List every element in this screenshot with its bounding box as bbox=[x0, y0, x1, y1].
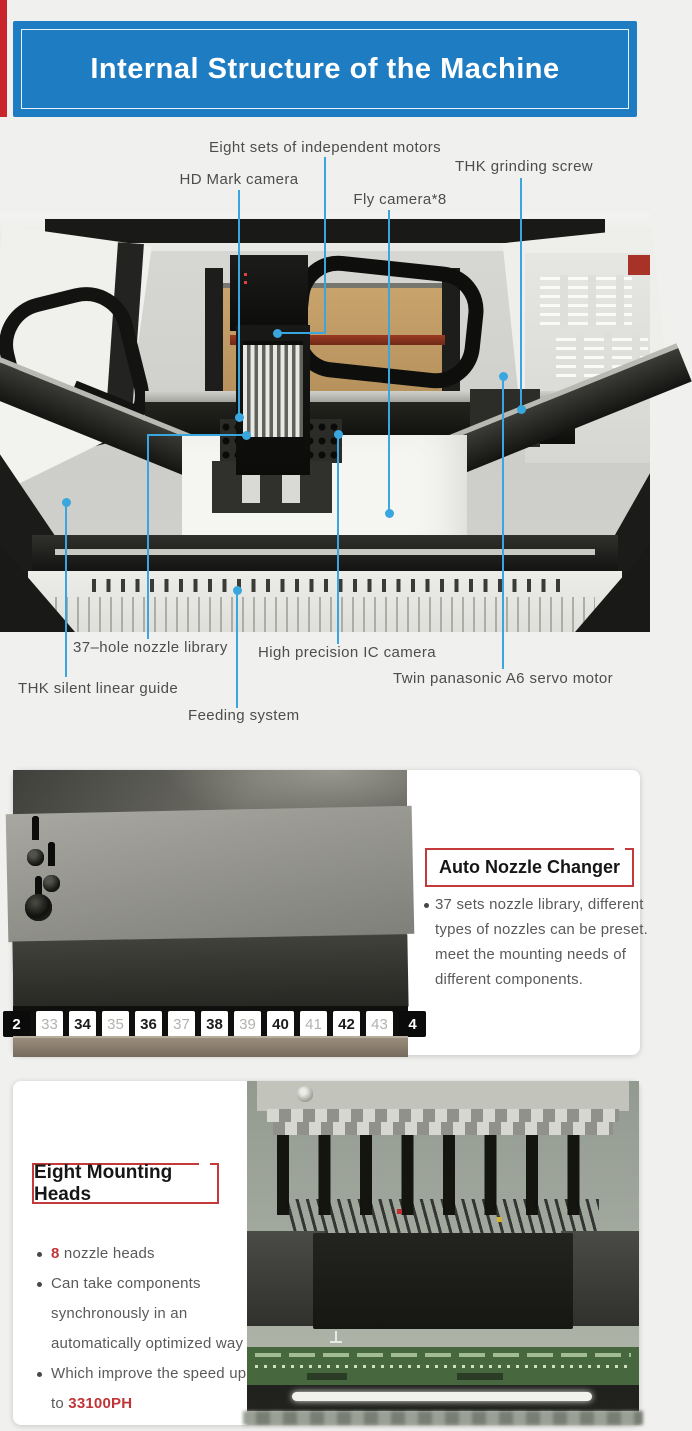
callout-line bbox=[324, 157, 326, 334]
bullet-line: 37 sets nozzle library, different bbox=[435, 896, 644, 913]
slot-number-tag: 36 bbox=[135, 1011, 162, 1037]
callout-line bbox=[148, 434, 247, 436]
page-title: Internal Structure of the Machine bbox=[90, 52, 560, 85]
callout-line bbox=[65, 502, 67, 677]
led-bar bbox=[292, 1392, 592, 1401]
bullet-dot bbox=[37, 1282, 42, 1287]
slot-number-tag: 39 bbox=[234, 1011, 261, 1037]
nozzle-library-photo bbox=[12, 770, 417, 1055]
bullet-dot bbox=[37, 1372, 42, 1377]
auto-nozzle-changer-title bbox=[425, 848, 634, 887]
mark-camera-housing bbox=[230, 255, 308, 331]
callout-label-feeding-system: Feeding system bbox=[188, 707, 300, 724]
slot-number-tag: 42 bbox=[333, 1011, 360, 1037]
callout-dot bbox=[235, 413, 244, 422]
accent-bar bbox=[0, 0, 7, 117]
callout-label-hd-mark-camera: HD Mark camera bbox=[179, 171, 299, 188]
slot-number-tag: 34 bbox=[69, 1011, 96, 1037]
bullet-line: different components. bbox=[435, 971, 584, 988]
head-block bbox=[313, 1233, 573, 1329]
callout-label-grinding-screw: THK grinding screw bbox=[454, 158, 594, 175]
bullet-line: synchronously in an bbox=[51, 1305, 188, 1322]
slot-number-tag: 43 bbox=[366, 1011, 393, 1037]
callout-dot bbox=[517, 405, 526, 414]
callout-line bbox=[520, 178, 522, 410]
vent-slots bbox=[540, 275, 632, 325]
bullet-text: to bbox=[51, 1395, 69, 1412]
callout-line bbox=[238, 190, 240, 418]
bullet-line bbox=[51, 1395, 132, 1412]
bullet-dot bbox=[37, 1252, 42, 1257]
slot-number-tag: 38 bbox=[201, 1011, 228, 1037]
title-text: Eight Mounting Heads bbox=[34, 1161, 173, 1205]
callout-dot bbox=[62, 498, 71, 507]
bullet-line bbox=[51, 1245, 155, 1262]
callout-line bbox=[337, 434, 339, 644]
callout-line bbox=[147, 434, 149, 639]
callout-dot bbox=[242, 431, 251, 440]
header-banner bbox=[13, 21, 637, 117]
mounting-heads-photo bbox=[247, 1081, 639, 1425]
feeder-lanes bbox=[55, 597, 595, 632]
mounting-heads-section bbox=[13, 1081, 639, 1425]
slot-number-tag: 37 bbox=[168, 1011, 195, 1037]
bullet-dot bbox=[424, 903, 429, 908]
highlight-number: 8 bbox=[51, 1245, 60, 1262]
bullet-line: Can take components bbox=[51, 1275, 201, 1292]
bullet-line: types of nozzles can be preset. bbox=[435, 921, 648, 938]
callout-dot bbox=[334, 430, 343, 439]
callout-label-linear-guide: THK silent linear guide bbox=[18, 680, 179, 697]
bullet-line: meet the mounting needs of bbox=[435, 946, 627, 963]
auto-nozzle-changer-section bbox=[12, 770, 648, 1055]
pcb-track bbox=[32, 535, 618, 575]
nozzle-spindles bbox=[243, 345, 303, 441]
callout-label-independent-motors: Eight sets of independent motors bbox=[208, 139, 442, 156]
callout-line bbox=[502, 376, 504, 669]
slot-number-tag: 35 bbox=[102, 1011, 129, 1037]
nozzle-plate bbox=[6, 806, 415, 942]
slot-number-tag: 4 bbox=[399, 1011, 426, 1037]
callout-label-ic-camera: High precision IC camera bbox=[258, 644, 436, 661]
bullet-line: Which improve the speed up bbox=[51, 1365, 247, 1382]
highlight-speed: 33100PH bbox=[68, 1395, 133, 1412]
slot-number-tag: 40 bbox=[267, 1011, 294, 1037]
callout-line bbox=[277, 332, 325, 334]
mounting-heads-title bbox=[32, 1163, 219, 1204]
callout-label-fly-camera: Fly camera*8 bbox=[353, 191, 447, 208]
callout-line bbox=[388, 210, 390, 514]
slot-number-tag: 2 bbox=[3, 1011, 30, 1037]
callout-dot bbox=[499, 372, 508, 381]
title-text: Auto Nozzle Changer bbox=[438, 857, 620, 877]
callout-line bbox=[236, 590, 238, 708]
feeder-tapes bbox=[243, 1411, 643, 1425]
callout-dot bbox=[233, 586, 242, 595]
slot-number-tag: 41 bbox=[300, 1011, 327, 1037]
callout-dot bbox=[273, 329, 282, 338]
callout-label-servo-motor: Twin panasonic A6 servo motor bbox=[393, 670, 614, 687]
bullet-text: nozzle heads bbox=[59, 1245, 155, 1262]
cable-chain-top bbox=[286, 251, 488, 392]
callout-dot bbox=[385, 509, 394, 518]
bullet-line: automatically optimized way bbox=[51, 1335, 244, 1352]
callout-label-nozzle-library: 37–hole nozzle library bbox=[73, 639, 228, 656]
slot-number-tag: 33 bbox=[36, 1011, 63, 1037]
